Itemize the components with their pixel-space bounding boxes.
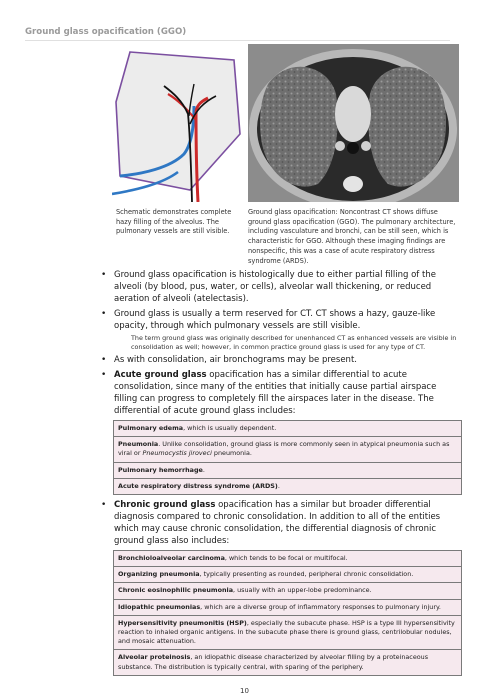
row-text: , especially the subacute phase. HSP is a type III hypersensitivity reaction to inhaled organic antigens. In the subacute phase there is ground glass, centrilobular nodules, and mosaic attenuation. — [118, 618, 455, 646]
bullet-air-bronchograms: • As with consolidation, air bronchograms may be present. — [100, 354, 462, 366]
row-text: . — [202, 465, 205, 474]
bullet-acute — [100, 369, 462, 417]
header-rule — [25, 40, 450, 41]
row-term: Alveolar proteinosis — [118, 653, 191, 662]
bullet-list — [100, 269, 462, 676]
row-text: pneumonia. — [211, 449, 252, 458]
row-term: Bronchioloalveolar carcinoma — [118, 554, 225, 563]
chronic-differential-box — [113, 550, 462, 676]
row-text: . Unlike consolidation, ground glass is more commonly seen in atypical pneumonia such as viral or — [118, 440, 450, 458]
page-number: 10 — [240, 687, 249, 695]
acute-row — [114, 462, 461, 478]
chronic-row — [114, 649, 461, 674]
row-term: Organizing pneumonia — [118, 570, 200, 579]
chronic-row — [114, 615, 461, 650]
row-term: Hypersensitivity pneumonitis (HSP) — [118, 618, 247, 627]
chronic-term: Chronic ground glass — [114, 500, 216, 511]
alveolus-schematic — [112, 44, 242, 202]
row-text: , which is usually dependent. — [183, 424, 277, 432]
row-term: Pneumonia — [118, 440, 159, 449]
row-text: , which tends to be focal or multifocal. — [224, 554, 348, 563]
row-term: Pulmonary edema — [118, 424, 184, 432]
chronic-row — [114, 599, 461, 615]
chronic-text: opacification has a similar but broader differential diagnosis compared to chronic consolidation. In addition to all of the entities which may cause chronic consolidation, the differential diagnosis of chronic ground glass also includes: — [114, 500, 441, 547]
row-text: , an idiopathic disease characterized by alveolar filling by a proteinaceous substance. The distribution is typically central, with sparing of the periphery. — [118, 653, 429, 671]
ct-image — [248, 44, 459, 202]
row-italic: Pneumocystis jiroveci — [142, 449, 212, 458]
row-term: Chronic eosinophilic pneumonia — [118, 586, 234, 595]
acute-differential-box — [113, 420, 462, 495]
alveolus-outline — [116, 52, 240, 190]
acute-row — [114, 436, 461, 461]
bullet-ct-term: • Ground glass is usually a term reserved for CT. CT shows a hazy, gauze-like opacity, through which pulmonary vessels are still visible. — [100, 308, 462, 332]
acute-text: opacification has a similar differential to acute consolidation, since many of the entities that initially cause partial airspace filling can progress to completely fill the airspaces later in the disease. The differential of acute ground glass includes: — [114, 370, 437, 416]
ct-caption: Ground glass opacification: Noncontrast CT shows diffuse ground glass opacification (GGO). The pulmonary architecture, including vasculature and bronchi, can be still seen, which is characteristic for GGO. Although these imaging findings are nonspecific, this was a case of acute respiratory distress syndrome (ARDS). — [248, 208, 456, 265]
bullet-ct-note: The term ground glass was originally described for unenhanced CT as enhanced vessels are visible in consolidation as well; however, in common practice ground glass is used for any type of CT. — [131, 334, 457, 351]
chronic-row — [114, 582, 461, 598]
acute-row — [114, 478, 461, 494]
row-text: , which are a diverse group of inflammatory responses to pulmonary injury. — [200, 602, 441, 611]
row-term: Pulmonary hemorrhage — [118, 465, 203, 474]
row-text: , usually with an upper-lobe predominance. — [233, 586, 372, 595]
acute-row — [114, 421, 461, 436]
running-header: Ground glass opacification (GGO) — [25, 27, 187, 37]
row-term: Idiopathic pneumonias — [118, 602, 201, 611]
bullet-histology: • Ground glass opacification is histologically due to either partial filling of the alveoli (by blood, pus, water, or cells), alveolar wall thickening, or reduced aeration of alveoli (atelectasis). — [100, 269, 462, 305]
schematic-caption: Schematic demonstrates complete hazy filling of the alveolus. The pulmonary vessels are still visible. — [116, 208, 232, 236]
row-term: Acute respiratory distress syndrome (ARDS) — [118, 481, 278, 490]
bullet-chronic — [100, 499, 462, 547]
row-text: , typically presenting as rounded, peripheral chronic consolidation. — [199, 570, 414, 579]
chronic-row — [114, 551, 461, 566]
acute-term: Acute ground glass — [114, 370, 207, 380]
chronic-row — [114, 566, 461, 582]
row-text: . — [277, 481, 280, 490]
